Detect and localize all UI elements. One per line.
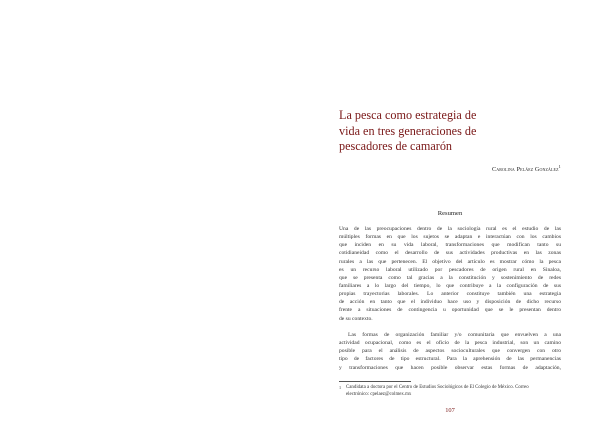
- text-line: Las formas de organización familiar y/o comunitaria que envuelven a una: [348, 332, 561, 338]
- text-line: de su contexto.: [339, 315, 373, 322]
- page-number: 107: [445, 407, 455, 414]
- text-line: que inciden en su vida laboral, transformaciones que modifican tanto su: [339, 242, 561, 249]
- author-footnote-mark: 1: [558, 164, 561, 169]
- title-line: pescadores de camarón: [339, 139, 453, 153]
- author-byline: [339, 164, 561, 173]
- abstract-paragraph-1: [339, 225, 561, 323]
- text-line: tipo de factores de tipo estructural. Para la aprehensión de las permanencias: [339, 356, 561, 363]
- abstract-heading: Resumen: [437, 210, 463, 217]
- text-line: Una de las preocupaciones dentro de la sociología rural es el estudio de las: [339, 226, 561, 232]
- abstract-paragraph-2: [339, 331, 561, 372]
- text-line: actividad ocupacional, como es el oficio de la pesca industrial, son un camino: [339, 340, 561, 347]
- text-line: y transformaciones que hacen posible observar estas formas de adaptación,: [339, 364, 561, 371]
- text-line: cotidianeidad como el desarrollo de sus actividades productivas en las zonas: [339, 250, 561, 257]
- author-name: Carolina Peláez González: [492, 166, 559, 173]
- text-line: múltiples formas en que los sujetos se adaptan e interactúan con los cambios: [339, 234, 561, 241]
- footnote-divider: [339, 381, 411, 382]
- text-line: posible para el análisis de aspectos socioculturales que convergen con otro: [339, 348, 561, 355]
- footnote: [339, 384, 561, 398]
- article-title: [339, 108, 529, 155]
- text-line: de acción en tanto que el individuo hace uso y disposición de dicho recurso: [339, 299, 561, 306]
- footnote-number: 1: [339, 385, 342, 390]
- text-line: propias trayectorias laborales. Lo anterior constituye también una estrategia: [339, 291, 561, 298]
- title-line: La pesca como estrategia de: [339, 108, 477, 122]
- text-line: es un recurso laboral utilizado por pescadores de origen rural en Sinaloa,: [339, 266, 561, 273]
- footnote-line: electrónico: cpelaez@colmex.mx: [346, 392, 412, 397]
- footnote-line: Candidata a doctora por el Centro de Estudios Sociológicos de El Colegio de México. Correo: [346, 385, 529, 390]
- text-line: frente a situaciones de contingencia u oportunidad que se le presentan dentro: [339, 307, 561, 314]
- text-line: que se presenta como tal gracias a la constitución y sostenimiento de redes: [339, 274, 561, 281]
- title-line: vida en tres generaciones de: [339, 123, 477, 138]
- text-line: rurales a las que pertenecen. El objetivo del artículo es mostrar cómo la pesca: [339, 258, 561, 265]
- text-line: familiares a lo largo del tiempo, lo que contribuye a la configuración de sus: [339, 282, 561, 289]
